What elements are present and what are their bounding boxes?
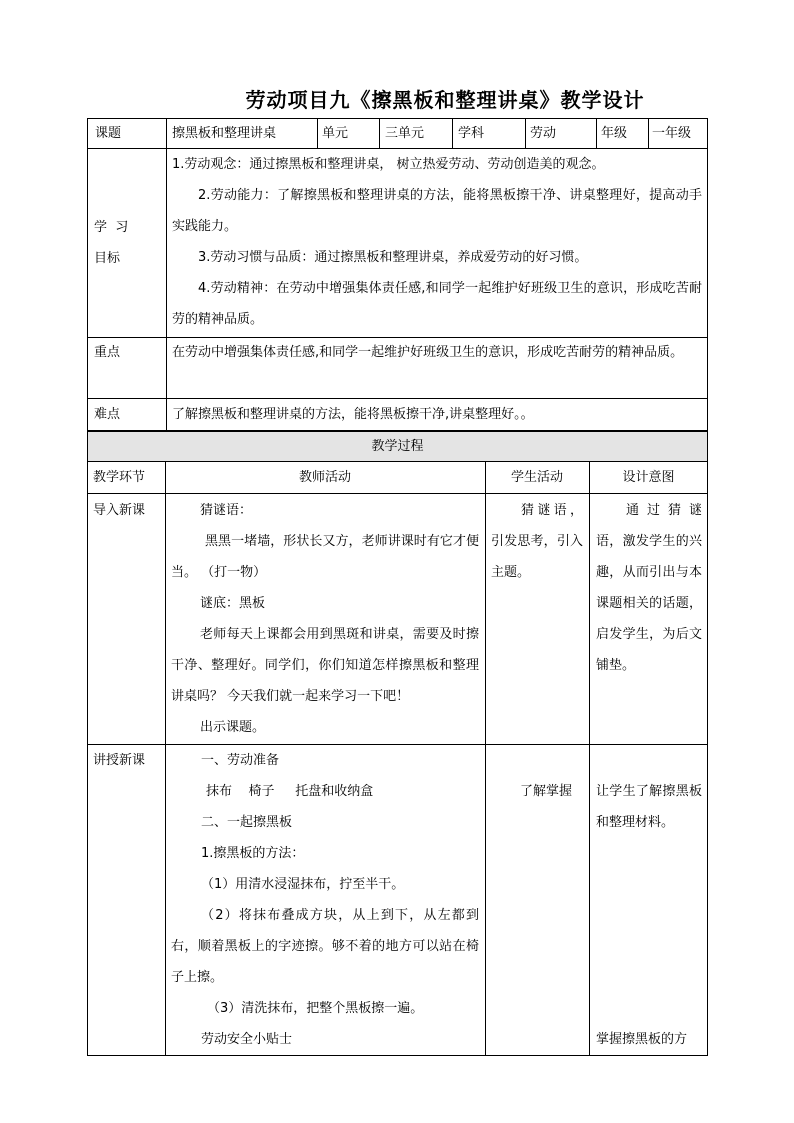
unit-value: 三单元 [385, 126, 425, 141]
key-point-label: 重点 [94, 345, 121, 360]
intro-stage: 导入新课 [93, 503, 146, 518]
intro-teacher-4: 老师每天上课都会用到黑斑和讲桌，需要及时擦干净、整理好。同学们，你们知道怎样擦黑板和整理讲桌吗？ 今天我们就一起来学习一下吧！ [171, 627, 479, 704]
col-teacher: 教师活动 [298, 470, 351, 485]
lesson-teacher-2: 抹布 椅子 托盘和收纳盒 [206, 784, 374, 799]
document-title: 劳动项目九《擦黑板和整理讲桌》教学设计 [245, 88, 645, 112]
process-header: 教学过程 [371, 439, 424, 454]
intro-teacher-5: 出示课题。 [200, 720, 266, 735]
col-intent: 设计意图 [622, 470, 675, 485]
subject-label: 学科 [458, 126, 485, 141]
unit-label: 单元 [322, 126, 349, 141]
intro-intent: 通过猜谜语，激发学生的兴趣，从而引出与本课题相关的话题，启发学生，为后文铺垫。 [596, 503, 702, 673]
lesson-stage: 讲授新课 [93, 753, 146, 768]
intro-student: 猜谜语，引发思考，引入主题。 [491, 503, 583, 580]
intro-teacher-1: 猜谜语： [200, 503, 253, 518]
objectives-label: 学 习 目标 [94, 220, 129, 266]
col-student: 学生活动 [510, 470, 563, 485]
lesson-teacher-5: （1）用清水浸湿抹布，拧至半干。 [201, 877, 405, 892]
lesson-intent-1: 让学生了解擦黑板和整理材料。 [596, 784, 702, 830]
grade-label: 年级 [601, 126, 628, 141]
grade-value: 一年级 [652, 126, 692, 141]
topic-value: 擦黑板和整理讲桌 [172, 126, 277, 141]
lesson-teacher-7: （3）清洗抹布，把整个黑板擦一遍。 [207, 1001, 424, 1016]
subject-value: 劳动 [530, 126, 557, 141]
lesson-teacher-8: 劳动安全小贴士 [201, 1032, 293, 1047]
lesson-intent-2: 掌握擦黑板的方 [596, 1032, 688, 1047]
intro-teacher-3: 谜底：黑板 [200, 596, 266, 611]
lesson-teacher-4: 1.擦黑板的方法： [201, 846, 305, 861]
intro-teacher-2: 黑黑一堵墙，形状长又方，老师讲课时有它才便当。 （打一物） [171, 534, 479, 580]
lesson-teacher-1: 一、劳动准备 [201, 753, 280, 768]
col-stage: 教学环节 [93, 470, 146, 485]
difficulty-label: 难点 [94, 407, 121, 422]
difficulty-text: 了解擦黑板和整理讲桌的方法，能将黑板擦干净,讲桌整理好。。 [172, 407, 534, 422]
objective-2: 2.劳动能力：了解擦黑板和整理讲桌的方法，能将黑板擦干净、讲桌整理好，提高动手实践能力。 [172, 188, 702, 234]
lesson-teacher-3: 二、一起擦黑板 [201, 815, 293, 830]
objective-1: 1.劳动观念：通过擦黑板和整理讲桌， 树立热爱劳动、劳动创造美的观念。 [172, 157, 605, 172]
objective-4: 4.劳动精神：在劳动中增强集体责任感,和同学一起维护好班级卫生的意识，形成吃苦耐劳的精神品质。 [172, 281, 702, 327]
lesson-teacher-6: （2）将抹布叠成方块，从上到下，从左都到右，顺着黑板上的字迹擦。够不着的地方可以站在椅子上擦。 [171, 908, 479, 985]
lesson-student: 了解掌握 [520, 784, 573, 799]
topic-label: 课题 [95, 126, 122, 141]
key-point-text: 在劳动中增强集体责任感,和同学一起维护好班级卫生的意识，形成吃苦耐劳的精神品质。 [172, 345, 684, 360]
objective-3: 3.劳动习惯与品质：通过擦黑板和整理讲桌，养成爱劳动的好习惯。 [198, 250, 588, 265]
